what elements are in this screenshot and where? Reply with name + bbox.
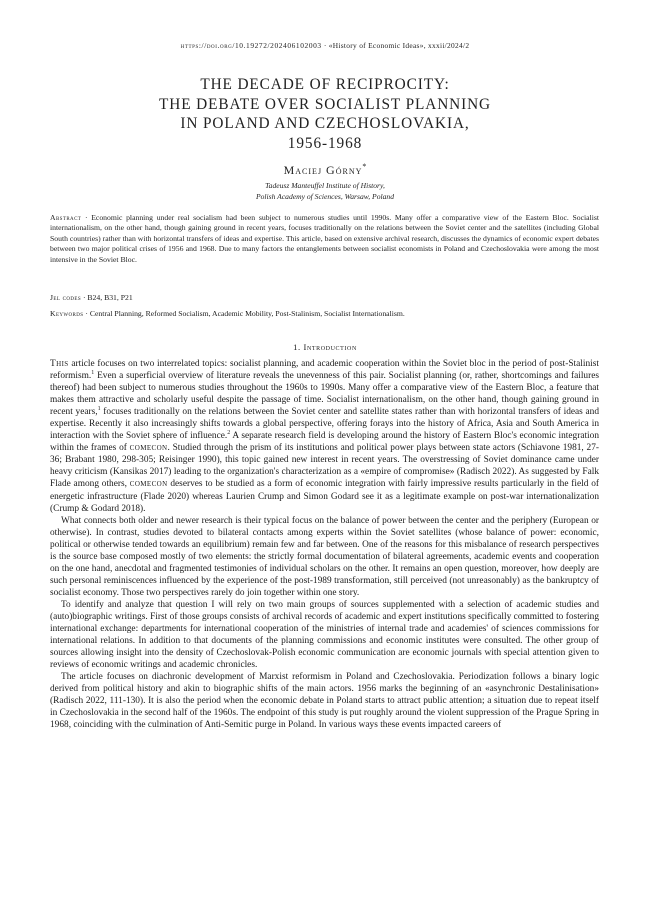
- footnote-ref-2[interactable]: 2: [227, 430, 231, 437]
- running-head: [0, 41, 650, 50]
- comecon-acronym-2: comecon: [129, 479, 168, 490]
- footnote-ref-1[interactable]: 1: [91, 369, 95, 376]
- paragraph-1: [50, 358, 599, 515]
- affiliation-line-1: Tadeusz Manteuffel Institute of History,: [265, 181, 385, 190]
- paragraph-1-part-c: focuses traditionally on the relations between the Soviet center and satellite states rather than with horizontal transfers of ideas and expertise. Recently it also increasingly shifts towards a global perspective, offering forays into the history of Africa, Asia and South America in interaction with the Soviet sphere of influence.: [50, 407, 599, 442]
- affiliation-line-2: Polish Academy of Sciences, Warsaw, Poland: [255, 191, 394, 201]
- comecon-acronym-1: comecon: [129, 443, 168, 454]
- paragraph-2: What connects both older and newer research is their typical focus on the balance of power between the center and the periphery (European or otherwise). In contrast, studies devoted to bilateral contacts among experts within the Soviet satellites (whose balance of power: economic, political or otherwise tended towards an equilibrium) remain few and far between. One of the reasons for this misbalance of research perspectives is the source base composed mostly of two elements: the strictly formal documentation of bilateral agreements, academic events and cooperation on the one hand, anecdotal and fragmented testimonies of individual scholars on the other. It remains an open question, moreover, how deeply are such personal reminiscences influenced by the experience of the post-1989 transformation, still perceived (not unreasonably) as the bankruptcy of socialist economy. Those two perspectives rarely do join together within one story.: [50, 515, 599, 598]
- footnote-ref-1b[interactable]: 1: [97, 406, 101, 413]
- title-line-4: 1956-1968: [287, 134, 363, 152]
- jel-text: · B24, B31, P21: [81, 293, 133, 302]
- paragraph-3: To identify and analyze that question I will rely on two main groups of sources supplemented with a selection of academic studies and (auto)biographic writings. First of those groups consists of archival records of academic and expert institutions specifically committed to fostering international exchange: departments for international cooperation of the ministries of internal trade and academies' of sciences commissions for international relations. In addition to that documents of the planning commissions and economic institutes were consulted. The other group of sources allowing insight into the density of Czechoslovak-Polish economic communication are economic journals with special attention given to reviews of economic writings and academic chronicles.: [50, 599, 599, 671]
- author-footnote-mark[interactable]: *: [362, 162, 367, 171]
- paragraph-1-part-e: . Studied through the prism of its institutions and political power plays between state actors (Schiavone 1981, 27-36; Brabant 1980, 298-305; Reisinger 1990), this topic gained new interest in recent years. The overstressing of Soviet dominance came under heavy criticism (Kansikas 2017) leading to the organization's characterization as a «empire of compromise» (Radisch 2022). As suggested by Falk Flade among others,: [50, 443, 599, 490]
- abstract: [50, 213, 599, 265]
- keywords-text: · Central Planning, Reformed Socialism, Academic Mobility, Post-Stalinism, Socialist Internationalism.: [83, 309, 405, 318]
- keywords: [50, 309, 599, 319]
- title-line-2: THE DEBATE OVER SOCIALIST PLANNING: [159, 95, 491, 113]
- jel-codes: [50, 293, 599, 303]
- author-name: [0, 163, 650, 178]
- author-affiliation: [0, 181, 650, 202]
- paragraph-4: The article focuses on diachronic development of Marxist reformism in Poland and Czechoslovakia. Periodization follows a binary logic derived from political history and akin to biographic shifts of the main actors. 1956 marks the beginning of an «asynchronic Destalinisation» (Radisch 2022, 111-130). It is also the period when the economic debate in Poland starts to attract public attention; a situation due to repeat itself in Czechoslovakia in the second half of the 1960s. The endpoint of this study is put roughly around the violent suppression of the Prague Spring in 1968, coinciding with the culmination of Anti-Semitic purge in Poland. In various ways these events impacted careers of: [50, 672, 599, 731]
- article-body: [50, 358, 599, 731]
- journal-citation: · «History of Economic Ideas», xxxii/2024/2: [321, 41, 470, 50]
- paragraph-1-part-a: article focuses on two interrelated topics: socialist planning, and academic cooperation within the Soviet bloc in the period of post-Stalinist reformism.: [50, 359, 599, 382]
- keywords-label: Keywords: [50, 309, 84, 318]
- paragraph-1-lead: This: [50, 359, 69, 369]
- article-title: [0, 75, 650, 153]
- jel-label: Jel codes: [50, 293, 82, 302]
- title-line-3: IN POLAND AND CZECHOSLOVAKIA,: [180, 115, 470, 132]
- paragraph-1-part-f: deserves to be studied as a form of economic integration with fairly impressive results particularly in the field of energetic infrastructure (Flade 2020) whereas Laurien Crump and Simon Godard see it as a legitimate example on post-war internationalization (Crump & Godard 2018).: [50, 479, 599, 514]
- title-line-1: THE DECADE OF RECIPROCITY:: [200, 76, 450, 93]
- abstract-text: · Economic planning under real socialism had been subject to numerous studies until 1990s. Many offer a comparative view of the Eastern Bloc. Socialist internationalism, on the other hand, though gaining ground in recent years, focuses traditionally on the relations between the Soviet center and the satellites (including Global South countries) rather than with horizontal transfers of ideas and expertise. This article, based on extensive archival research, discusses the dynamics of economic expert debates between two major political crises of 1956 and 1968. Due to many factors the entanglements between socialist economists in Poland and Czechoslovakia were among the most intensive in the Soviet Bloc.: [50, 213, 599, 264]
- paragraph-1-part-b: Even a superficial overview of literature reveals the unevenness of this pair. Socialist planning (or, rather, shortcomings and failures thereof) had been subject to numerous studies throughout the 1960s to 1990s. Many offer a comparative view of the Eastern Bloc, a feature that makes them attractive and scholarly useful despite the passage of time. Socialist internationalism, on the other hand, though gaining ground in recent years,: [50, 371, 599, 418]
- paragraph-1-part-d: A separate research field is developing around the history of Eastern Bloc's economic integration within the frames of: [50, 431, 600, 454]
- author-name-text: Maciej Górny: [283, 163, 363, 177]
- section-heading: 1. Introduction: [293, 342, 357, 352]
- doi-link[interactable]: https://doi.org/10.19272/202406102003: [180, 41, 322, 50]
- abstract-label: Abstract: [50, 213, 82, 222]
